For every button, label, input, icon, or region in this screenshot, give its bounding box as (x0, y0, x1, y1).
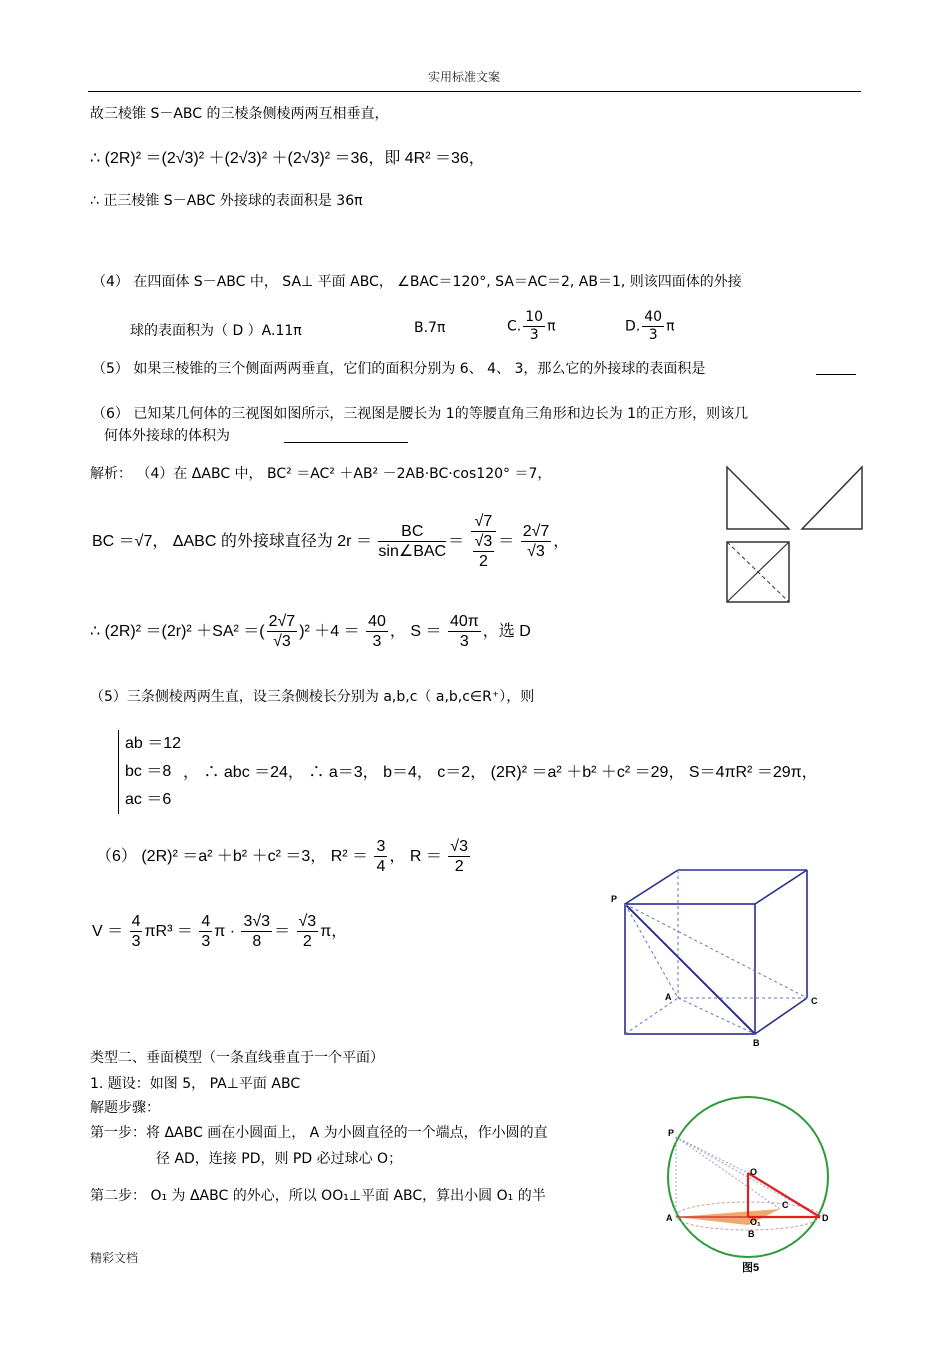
solution-4-line3 (90, 612, 531, 651)
frac-num: 2√7 (521, 522, 552, 542)
header-rule (88, 91, 861, 92)
equation-system (118, 730, 181, 814)
frac-den (471, 532, 497, 571)
three-view-figure (722, 462, 867, 607)
solution-4-line2-text: BC ＝√7， ΔABC 的外接球直径为 2r ＝ (92, 533, 372, 551)
option-d-label: D. (625, 318, 641, 335)
label-b: B (748, 1229, 755, 1239)
frac-den: 3 (529, 326, 539, 343)
option-d: D. $\frac{40}{3}$ π (625, 309, 675, 343)
label-a: A (666, 1213, 673, 1223)
frac-den: √3 (273, 633, 291, 651)
fraction-r7-r3-2 (471, 512, 497, 572)
fraction-2r7-r3-b (267, 612, 298, 651)
fraction-bc-sin (378, 522, 446, 561)
frac-num: 3 (374, 837, 387, 857)
answer-blank-6 (284, 442, 408, 443)
figure-caption: 图5 (742, 1262, 760, 1274)
line-l2: ∴ (2R)² ＝(2√3)² ＋(2√3)² ＋(2√3)² ＝36，即 4R² ＝36， (90, 150, 485, 167)
solution-6-line1-text: （6） (2R)² ＝a² ＋b² ＋c² ＝3， R² ＝ (96, 847, 369, 865)
cube-figure (605, 862, 825, 1052)
frac-den: 3 (131, 933, 141, 951)
line-pc (625, 904, 807, 998)
frac-num: 40 (366, 612, 388, 632)
solution-4-line3-text: ∴ (2R)² ＝(2r)² ＋SA² ＝( (90, 622, 265, 640)
frac-den: 3 (372, 633, 382, 651)
type2-line1: 1. 题设：如图 5， PA⊥平面 ABC (90, 1076, 301, 1092)
line-l1: 故三棱锥 S－ABC 的三棱条侧棱两两互相垂直， (90, 106, 389, 122)
type2-line5: 第二步： O₁ 为 ΔABC 的外心，所以 OO₁⊥平面 ABC，算出小圆 O₁ 的半 (90, 1188, 546, 1204)
frac-num: 4 (199, 912, 212, 932)
question-4-line1: （4） 在四面体 S－ABC 中， SA⊥ 平面 ABC， ∠BAC＝120°, SA＝AC＝2, AB＝1, 则该四面体的外接 (92, 274, 742, 290)
option-c-label: C. (507, 318, 522, 335)
question-6-line1: （6） 已知某几何体的三视图如图所示，三视图是腰长为 1的等腰直角三角形和边长为 1的正方形，则该几 (92, 406, 749, 422)
line-pb (625, 904, 755, 1034)
frac-den: 2 (478, 553, 488, 571)
inner-fraction (473, 532, 495, 571)
solution-6-line2-text: V ＝ (92, 922, 124, 940)
line-pc (676, 1137, 780, 1209)
question-5: （5） 如果三棱锥的三个侧面两两垂直，它们的面积分别为 6、 4、 3，那么它的外接球的表面积是 (92, 361, 706, 377)
frac-num: 3√3 (241, 912, 272, 932)
solution-4-line3-mid: )² ＋4 ＝ (299, 622, 360, 640)
fraction-r3-2-b (297, 912, 319, 951)
label-d: D (822, 1213, 829, 1223)
type2-line2: 解题步骤： (90, 1100, 160, 1116)
solution-6-line2: V ＝ $\frac{4}{3}$ πR³ ＝ $\frac{4}{3}$ π · $\frac{3√3}{8}$ ＝ $\frac{√3}{2}$ π， (92, 913, 348, 951)
frac-num: √7 (471, 512, 497, 532)
label-o: O (750, 1167, 758, 1177)
cube-edge (625, 870, 678, 904)
solution-4-line1: 解析： （4）在 ΔABC 中， BC² ＝AC² ＋AB² －2AB·BC·cos120° ＝7， (90, 466, 552, 482)
frac-num: BC (378, 522, 446, 542)
type2-line4: 径 AD，连接 PD，则 PD 必过球心 O； (156, 1151, 403, 1167)
solution-4-line3-s: ， S ＝ (389, 622, 442, 640)
solution-6-line1 (96, 837, 472, 876)
type2-line3: 第一步：将 ΔABC 画在小圆面上， A 为小圆直径的一个端点，作小圆的直 (90, 1125, 548, 1141)
question-4-line2: 球的表面积为（ D ）A.11π (130, 323, 302, 339)
option-c: C. $\frac{10}{3}$ π (507, 309, 556, 343)
hidden-edge (625, 998, 678, 1034)
label-c: C (811, 996, 818, 1006)
answer-blank-5 (816, 374, 856, 375)
label-a: A (665, 992, 672, 1002)
line-l3: ∴ 正三棱锥 S－ABC 外接球的表面积是 36π (90, 193, 363, 209)
fraction-3r3-8 (241, 912, 272, 951)
label-p: P (611, 894, 618, 904)
frac-den: √3 (527, 543, 545, 561)
frac-num: √3 (448, 837, 470, 857)
fraction-3-4 (374, 837, 387, 876)
page-header: 实用标准文案 (428, 70, 501, 84)
system-eq2: bc ＝8 (125, 763, 172, 780)
line-po (676, 1137, 748, 1173)
front-view-triangle (727, 467, 789, 529)
cube-edge (755, 998, 807, 1034)
fraction-r3-2 (448, 837, 470, 876)
option-b: B.7π (414, 320, 446, 336)
frac-num: 4 (130, 912, 143, 932)
frac-num: √3 (473, 532, 495, 552)
frac-den: sin∠BAC (378, 543, 447, 561)
fraction-2r7-r3 (521, 522, 552, 561)
frac-den: 3 (201, 933, 211, 951)
page-footer: 精彩文档 (90, 1251, 139, 1265)
solution-4-line2: BC ＝√7， ΔABC 的外接球直径为 2r ＝ $\frac{BC}{\text{sin∠BAC}}$ ＝ $\frac{√7}{\frac{√3}{2}}$ ＝ $\frac{2√7}{√3}$ ， (92, 513, 570, 571)
label-p: P (668, 1128, 675, 1138)
frac-den: 2 (302, 933, 312, 951)
sphere-figure (662, 1093, 837, 1283)
solution-6-line1-mid: ， R ＝ (389, 847, 442, 865)
solution-5-line1: （5）三条侧棱两两生直，设三条侧棱长分别为 a,b,c（ a,b,c∈R⁺），则 (90, 689, 535, 705)
system-eq3: ac ＝6 (125, 791, 172, 808)
fraction-40pi-3 (448, 612, 481, 651)
question-6-line2: 何体外接球的体积为 (104, 428, 230, 444)
solution-4-line3-end: ，选 D (482, 622, 531, 640)
line-od (748, 1173, 820, 1217)
frac-den: 4 (376, 858, 386, 876)
label-o1: O₁ (750, 1217, 761, 1227)
option-d-fraction (642, 309, 664, 344)
line-ab (678, 998, 755, 1034)
frac-den: 3 (459, 633, 469, 651)
label-b: B (753, 1038, 760, 1048)
fraction-4-3 (130, 912, 143, 951)
label-c: C (782, 1200, 789, 1210)
frac-num: 2√7 (267, 612, 298, 632)
fraction-40-3 (366, 612, 388, 651)
frac-num: 10 (525, 309, 544, 325)
cube-edge (755, 870, 807, 904)
system-eq1: ab ＝12 (125, 735, 182, 752)
side-view-triangle (802, 467, 862, 529)
frac-num: √3 (297, 912, 319, 932)
frac-num: 40π (448, 612, 481, 632)
frac-den: 2 (454, 858, 464, 876)
type2-heading: 类型二、垂面模型（一条直线垂直于一个平面） (90, 1050, 384, 1066)
frac-num: 40 (644, 309, 663, 325)
option-c-fraction (523, 309, 545, 344)
solution-5-line2: ， ∴ abc ＝24， ∴ a＝3， b＝4， c＝2， (2R)² ＝a² ＋b² ＋c² ＝29， S＝4πR² ＝29π， (183, 764, 818, 781)
frac-den: 3 (648, 326, 658, 343)
frac-den: 8 (252, 933, 262, 951)
fraction-4-3-b (199, 912, 212, 951)
